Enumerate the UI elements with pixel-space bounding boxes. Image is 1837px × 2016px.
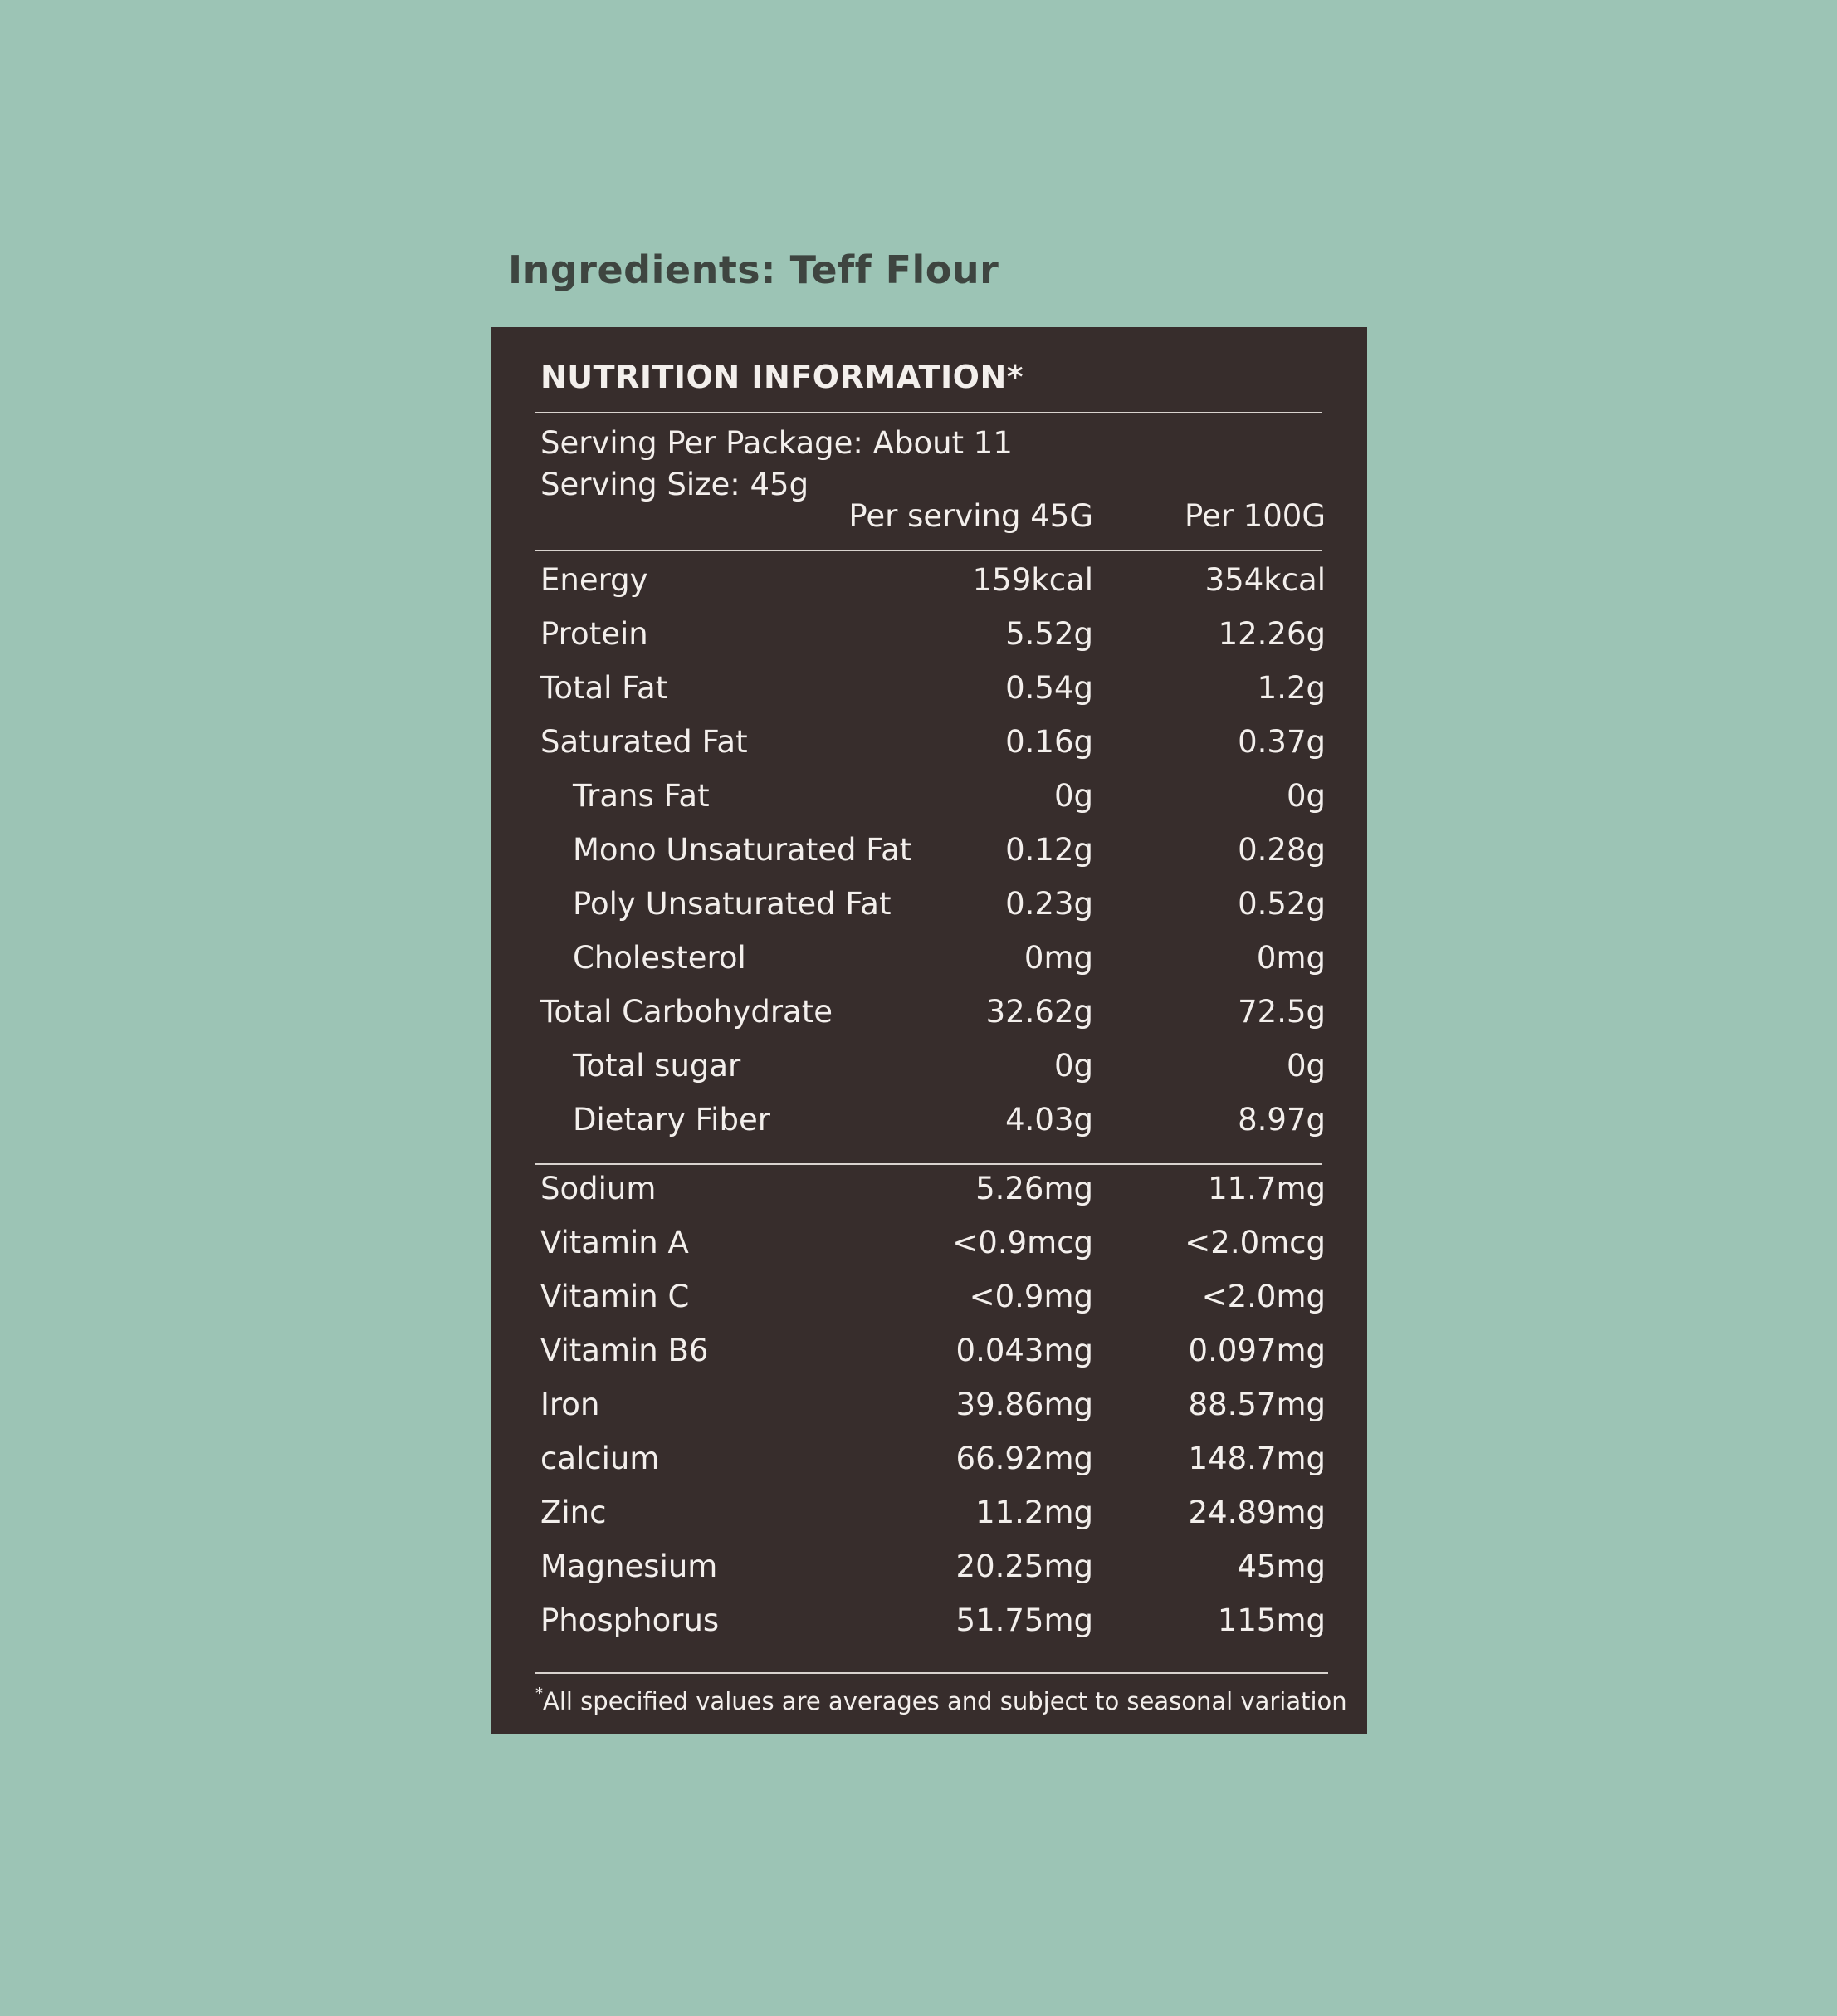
- nutrient-row: [491, 886, 1367, 940]
- nutrient-name: Cholesterol: [573, 940, 746, 976]
- nutrient-row: [491, 1102, 1367, 1156]
- nutrient-per-100g: 11.7mg: [1208, 1171, 1326, 1206]
- nutrient-name: Total sugar: [573, 1048, 741, 1084]
- column-header-per-serving: Per serving 45G: [848, 498, 1093, 534]
- nutrient-row: [491, 616, 1367, 670]
- nutrient-per-serving: 11.2mg: [975, 1495, 1093, 1530]
- nutrient-per-100g: 72.5g: [1238, 994, 1326, 1030]
- nutrient-per-serving: 0.16g: [1005, 724, 1093, 760]
- nutrient-per-serving: 0g: [1053, 778, 1093, 814]
- nutrient-per-100g: 0.28g: [1238, 832, 1326, 868]
- nutrient-per-serving: 4.03g: [1005, 1102, 1093, 1138]
- nutrient-per-serving: 0.12g: [1005, 832, 1093, 868]
- footnote-text: All specified values are averages and subject to seasonal variation: [543, 1687, 1347, 1715]
- nutrient-name: Phosphorus: [540, 1603, 720, 1638]
- nutrient-per-serving: 66.92mg: [955, 1441, 1093, 1476]
- nutrient-per-100g: 148.7mg: [1188, 1441, 1326, 1476]
- nutrient-name: Energy: [540, 562, 648, 598]
- divider-top: [535, 412, 1322, 413]
- nutrient-per-100g: 0.097mg: [1188, 1333, 1326, 1368]
- nutrient-row: [491, 1387, 1367, 1441]
- nutrient-per-serving: 51.75mg: [955, 1603, 1093, 1638]
- nutrient-row: [491, 1441, 1367, 1495]
- divider-footnote: [535, 1672, 1328, 1674]
- nutrient-per-serving: 5.52g: [1005, 616, 1093, 652]
- nutrient-per-100g: 115mg: [1217, 1603, 1326, 1638]
- nutrition-panel: [491, 327, 1367, 1734]
- nutrient-name: Saturated Fat: [540, 724, 748, 760]
- serving-size: Serving Size: 45g: [540, 467, 809, 502]
- nutrient-per-100g: <2.0mg: [1201, 1279, 1326, 1314]
- nutrient-per-serving: 20.25mg: [955, 1549, 1093, 1584]
- nutrient-row: [491, 994, 1367, 1048]
- nutrient-name: Protein: [540, 616, 648, 652]
- nutrient-per-100g: <2.0mcg: [1185, 1225, 1326, 1260]
- nutrient-row: [491, 1333, 1367, 1387]
- footnote: [535, 1685, 1347, 1715]
- divider-header: [535, 550, 1322, 551]
- nutrient-row: [491, 670, 1367, 724]
- nutrient-per-serving: 0.54g: [1005, 670, 1093, 706]
- footnote-asterisk: *: [535, 1685, 543, 1702]
- nutrient-per-100g: 45mg: [1237, 1549, 1326, 1584]
- nutrient-row: [491, 562, 1367, 616]
- divider-minerals: [535, 1163, 1322, 1165]
- panel-title: NUTRITION INFORMATION*: [540, 359, 1024, 395]
- nutrient-per-100g: 0.52g: [1238, 886, 1326, 922]
- nutrient-name: calcium: [540, 1441, 660, 1476]
- nutrient-per-serving: 0g: [1053, 1048, 1093, 1084]
- nutrient-per-100g: 0g: [1286, 1048, 1326, 1084]
- nutrient-per-serving: 39.86mg: [955, 1387, 1093, 1422]
- nutrient-row: [491, 1225, 1367, 1279]
- nutrient-row: [491, 1549, 1367, 1603]
- nutrient-per-serving: 32.62g: [985, 994, 1093, 1030]
- serving-per-package: Serving Per Package: About 11: [540, 425, 1013, 461]
- nutrient-row: [491, 832, 1367, 886]
- nutrient-per-100g: 0g: [1286, 778, 1326, 814]
- nutrient-per-100g: 88.57mg: [1188, 1387, 1326, 1422]
- nutrient-name: Vitamin B6: [540, 1333, 709, 1368]
- nutrient-per-serving: 0mg: [1024, 940, 1093, 976]
- nutrient-per-100g: 8.97g: [1238, 1102, 1326, 1138]
- nutrient-name: Trans Fat: [573, 778, 710, 814]
- nutrient-row: [491, 1603, 1367, 1656]
- nutrient-row: [491, 1279, 1367, 1333]
- nutrient-name: Magnesium: [540, 1549, 718, 1584]
- nutrient-name: Dietary Fiber: [573, 1102, 770, 1138]
- nutrient-name: Poly Unsaturated Fat: [573, 886, 892, 922]
- nutrient-name: Zinc: [540, 1495, 607, 1530]
- column-header-per-100g: Per 100G: [1184, 498, 1326, 534]
- nutrient-per-100g: 354kcal: [1204, 562, 1326, 598]
- nutrient-per-100g: 1.2g: [1257, 670, 1326, 706]
- nutrient-name: Total Carbohydrate: [540, 994, 833, 1030]
- nutrient-row: [491, 1171, 1367, 1225]
- nutrient-per-100g: 24.89mg: [1188, 1495, 1326, 1530]
- nutrient-name: Vitamin A: [540, 1225, 689, 1260]
- nutrient-row: [491, 724, 1367, 778]
- nutrient-row: [491, 940, 1367, 994]
- nutrient-per-100g: 0.37g: [1238, 724, 1326, 760]
- nutrient-name: Vitamin C: [540, 1279, 690, 1314]
- nutrient-per-serving: 0.043mg: [955, 1333, 1093, 1368]
- nutrient-name: Sodium: [540, 1171, 657, 1206]
- ingredients-heading: Ingredients: Teff Flour: [508, 247, 999, 292]
- nutrient-per-100g: 12.26g: [1218, 616, 1326, 652]
- nutrient-per-serving: <0.9mg: [969, 1279, 1093, 1314]
- nutrient-per-serving: 5.26mg: [975, 1171, 1093, 1206]
- nutrient-per-serving: 159kcal: [972, 562, 1093, 598]
- nutrient-name: Total Fat: [540, 670, 668, 706]
- nutrient-row: [491, 778, 1367, 832]
- nutrient-row: [491, 1048, 1367, 1102]
- nutrient-per-serving: 0.23g: [1005, 886, 1093, 922]
- nutrient-per-serving: <0.9mcg: [952, 1225, 1093, 1260]
- nutrient-row: [491, 1495, 1367, 1549]
- nutrient-per-100g: 0mg: [1256, 940, 1326, 976]
- nutrient-name: Mono Unsaturated Fat: [573, 832, 912, 868]
- nutrient-name: Iron: [540, 1387, 600, 1422]
